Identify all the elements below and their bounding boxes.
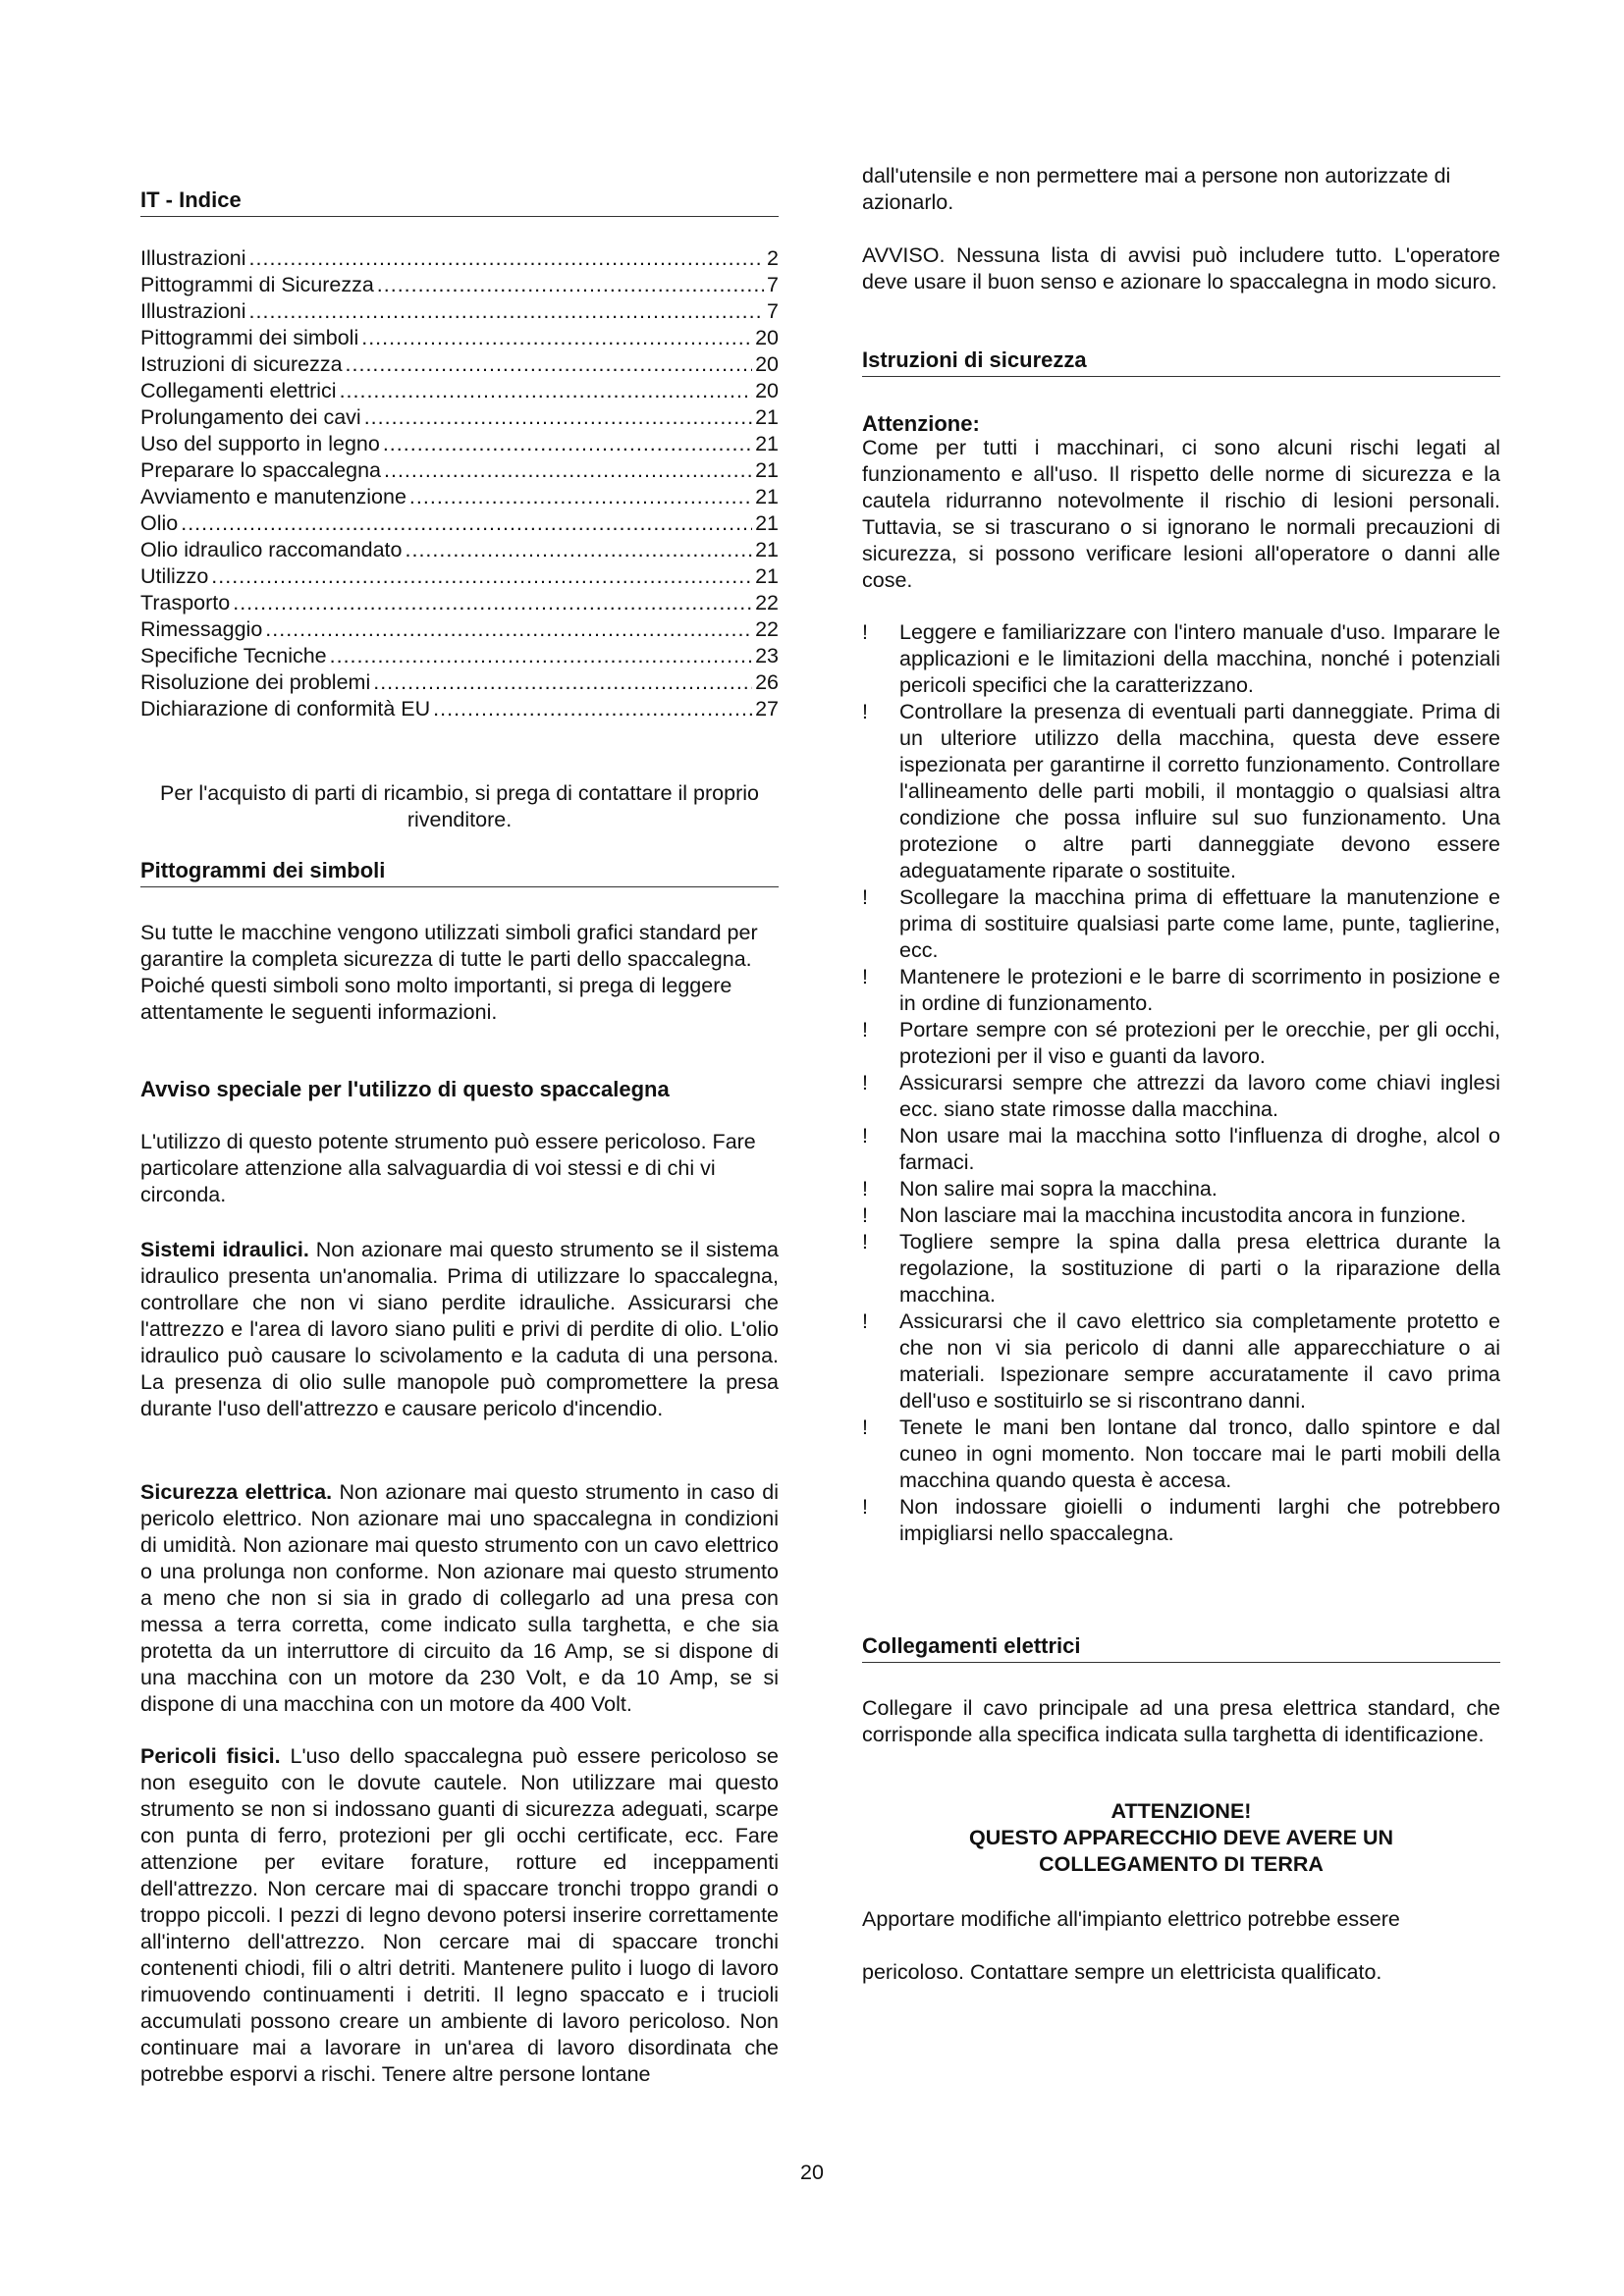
safety-bullet-text: Portare sempre con sé protezioni per le orecchie, per gli occhi, protezioni per il viso e guanti da lavoro. [899,1018,1500,1068]
ground-warning-line: COLLEGAMENTO DI TERRA [1039,1852,1324,1876]
toc-label: Olio [140,511,179,535]
modify-warning-line: pericoloso. Contattare sempre un elettricista qualificato. [862,1960,1382,1984]
toc-page: 21 [755,538,779,561]
safety-bullet-text: Controllare la presenza di eventuali parti danneggiate. Prima di un ulteriore utilizzo della macchina, questa deve essere ispezionata per garantirne il corretto funzionamento. Controllare l'allineamento delle parti mobili, il montaggio o qualsiasi altra condizione che possa influire sul suo funzionamento. Una protezione o altre parti danneggiate devono essere adeguatamente riparate o sostituite. [899,700,1500,882]
toc-page: 20 [755,326,779,349]
safety-bullet-text: Leggere e familiarizzare con l'intero manuale d'uso. Imparare le applicazioni e le limitazioni della macchina, nonché i potenziali pericoli specifici che la caratterizzano. [899,620,1500,697]
safety-bullet [862,1070,1500,1123]
spare-parts-note: Per l'acquisto di parti di ricambio, si prega di contattare il proprio rivenditore. [160,781,759,831]
exclamation-icon: ! [862,1018,868,1041]
safety-bullet-text: Non salire mai sopra la macchina. [899,1177,1218,1201]
safety-heading: Istruzioni di sicurezza [862,347,1500,377]
special-notice-paragraph: L'utilizzo di questo potente strumento può essere pericoloso. Fare particolare attenzione alla salvaguardia di voi stessi e di chi vi circonda. [140,1130,756,1206]
connections-paragraph: Collegare il cavo principale ad una presa elettrica standard, che corrisponde alla specifica indicata sulla targhetta di identificazione. [862,1696,1500,1746]
safety-bullet [862,1229,1500,1308]
exclamation-icon: ! [862,620,868,644]
ground-warning-line: QUESTO APPARECCHIO DEVE AVERE UN [968,1826,1394,1849]
toc-label: Rimessaggio [140,617,263,641]
toc-label: Risoluzione dei problemi [140,670,371,694]
physical-paragraph [140,1743,779,2088]
safety-bullet [862,1176,1500,1202]
attention-paragraph: Come per tutti i macchinari, ci sono alcuni rischi legati al funzionamento e all'uso. Il rispetto delle norme di sicurezza e la cautela ridurranno notevolmente il rischio di lesioni personali. Tuttavia, se si trascurano o si ignorano le normali precauzioni di sicurezza, si possono verificare lesioni all'operatore o danni alle cose. [862,436,1500,592]
safety-bullet [862,619,1500,699]
toc-entry[interactable] [140,325,779,351]
toc-leader [346,351,753,378]
toc-leader [383,431,752,457]
toc-leader [373,669,752,696]
toc-page: 7 [767,299,779,323]
toc-entry[interactable] [140,351,779,378]
toc-leader [361,325,752,351]
toc-leader [406,537,753,563]
toc-entry[interactable] [140,669,779,696]
attention-title: Attenzione: [862,411,980,436]
exclamation-icon: ! [862,1309,868,1333]
toc-page: 7 [767,273,779,296]
toc-page: 21 [755,432,779,455]
toc-leader [211,563,752,590]
safety-bullet [862,1308,1500,1415]
safety-bullet [862,1017,1500,1070]
toc-leader [233,590,752,616]
safety-bullet [862,1202,1500,1229]
exclamation-icon: ! [862,885,868,909]
electric-text: Non azionare mai questo strumento in caso di pericolo elettrico. Non azionare mai uno spaccalegna in condizioni di umidità. Non azionare mai questo strumento con un cavo elettrico o una prolunga non conforme. Non azionare mai questo strumento a meno che non si sia in grado di collegarlo ad una presa con messa a terra corretta, come indicato sulla targhetta, e che sia protetta da un interruttore di circuito da 16 Amp, se si dispone di una macchina con un motore da 230 Volt, e da 10 Amp, se si dispone di una macchina con un motore da 400 Volt. [140,1480,779,1716]
page-number: 20 [800,2161,824,2184]
safety-bullet-text: Assicurarsi che il cavo elettrico sia completamente protetto e che non vi sia pericolo di danni alle apparecchiature o ai materiali. Ispezionare sempre accuratamente il cavo prima dell'uso e sostituirlo se si riscontrano danni. [899,1309,1500,1413]
exclamation-icon: ! [862,1495,868,1519]
connections-heading: Collegamenti elettrici [862,1632,1500,1663]
exclamation-icon: ! [862,700,868,723]
toc-page: 21 [755,405,779,429]
toc-entry[interactable] [140,537,779,563]
toc-label: Collegamenti elettrici [140,379,337,402]
physical-title: Pericoli fisici. [140,1744,281,1768]
table-of-contents [140,245,779,722]
toc-leader [249,298,764,325]
toc-leader [181,510,752,537]
toc-entry[interactable] [140,298,779,325]
toc-entry[interactable] [140,696,779,722]
toc-page: 22 [755,591,779,614]
exclamation-icon: ! [862,965,868,988]
toc-entry[interactable] [140,404,779,431]
exclamation-icon: ! [862,1177,868,1201]
toc-page: 20 [755,379,779,402]
safety-bullet-text: Non usare mai la macchina sotto l'influenza di droghe, alcol o farmaci. [899,1124,1500,1174]
ground-warning [862,1798,1500,1878]
toc-label: Pittogrammi dei simboli [140,326,359,349]
exclamation-icon: ! [862,1203,868,1227]
continuation-paragraph: dall'utensile e non permettere mai a persone non autorizzate di azionarlo. [862,164,1451,214]
toc-label: Illustrazioni [140,246,246,270]
safety-bullet [862,1123,1500,1176]
safety-bullet-text: Togliere sempre la spina dalla presa elettrica durante la regolazione, la sostituzione di parti o la riparazione della macchina. [899,1230,1500,1307]
toc-label: Olio idraulico raccomandato [140,538,403,561]
symbols-paragraph: Su tutte le macchine vengono utilizzati simboli grafici standard per garantire la completa sicurezza di tutte le parti dello spaccalegna. Poiché questi simboli sono molto importanti, si prega di leggere attentamente le seguenti informazioni. [140,921,758,1024]
hydraulic-paragraph [140,1237,779,1422]
toc-entry[interactable] [140,616,779,643]
toc-page: 21 [755,458,779,482]
ground-warning-line: ATTENZIONE! [1110,1799,1252,1823]
toc-entry[interactable] [140,431,779,457]
electric-title: Sicurezza elettrica. [140,1480,333,1504]
toc-label: Utilizzo [140,564,209,588]
toc-label: Prolungamento dei cavi [140,405,361,429]
safety-bullet-text: Non indossare gioielli o indumenti larghi che potrebbero impigliarsi nello spaccalegna. [899,1495,1500,1545]
safety-bullet [862,964,1500,1017]
toc-entry[interactable] [140,378,779,404]
symbols-heading: Pittogrammi dei simboli [140,857,779,887]
toc-page: 21 [755,485,779,508]
physical-text: L'uso dello spaccalegna può essere pericoloso se non eseguito con le dovute cautele. Non utilizzare mai questo strumento se non si indossano guanti di sicurezza adeguati, scarpe con punta di ferro, protezioni per gli occhi certificate, ecc. Fare attenzione per evitare forature, rotture ed inceppamenti dell'attrezzo. Non cercare mai di spaccare tronchi troppo grandi o troppo piccoli. I pezzi di legno devono potersi inserire correttamente all'interno dell'attrezzo. Non cercare mai di spaccare tronchi contenenti chiodi, fili o altri detriti. Mantenere pulito i luogo di lavoro rimuovendo continuamenti i detriti. Il legno spaccato e i trucioli accumulati possono creare un ambiente di lavoro pericoloso. Non continuare mai a lavorare in un'area di lavoro disordinata che potrebbe esporvi a rischi. Tenere altre persone lontane [140,1744,779,2086]
exclamation-icon: ! [862,1124,868,1148]
toc-leader [330,643,752,669]
toc-leader [377,272,764,298]
toc-entry[interactable] [140,484,779,510]
toc-page: 22 [755,617,779,641]
toc-label: Illustrazioni [140,299,246,323]
toc-page: 20 [755,352,779,376]
exclamation-icon: ! [862,1071,868,1095]
hydraulic-title: Sistemi idraulici. [140,1238,309,1261]
electric-paragraph [140,1479,779,1718]
toc-page: 27 [755,697,779,721]
exclamation-icon: ! [862,1230,868,1254]
toc-entry[interactable] [140,563,779,590]
safety-bullet [862,1494,1500,1547]
toc-leader [384,457,752,484]
toc-leader [340,378,753,404]
toc-page: 23 [755,644,779,667]
toc-entry[interactable] [140,272,779,298]
toc-page: 21 [755,511,779,535]
hydraulic-text: Non azionare mai questo strumento se il sistema idraulico presenta un'anomalia. Prima di utilizzare lo spaccalegna, controllare che non vi siano perdite idrauliche. Assicurarsi che l'attrezzo e l'area di lavoro siano puliti e privi di perdite di olio. L'olio idraulico può causare lo scivolamento e la caduta di una persona. La presenza di olio sulle manopole può compromettere la presa durante l'uso dell'attrezzo e causare pericolo d'incendio. [140,1238,779,1420]
toc-leader [409,484,752,510]
toc-entry[interactable] [140,590,779,616]
safety-bullet-text: Scollegare la macchina prima di effettuare la manutenzione e prima di sostituire qualsiasi parte come lame, punte, taglierine, ecc. [899,885,1500,962]
index-heading: IT - Indice [140,187,779,217]
safety-bullet-list [862,619,1500,1547]
toc-label: Preparare lo spaccalegna [140,458,382,482]
toc-leader [433,696,752,722]
toc-entry[interactable] [140,643,779,669]
toc-entry[interactable] [140,245,779,272]
toc-page: 21 [755,564,779,588]
toc-leader [364,404,752,431]
modify-warning-line: Apportare modifiche all'impianto elettrico potrebbe essere [862,1907,1400,1931]
toc-page: 2 [767,246,779,270]
safety-bullet [862,699,1500,884]
toc-label: Dichiarazione di conformità EU [140,697,431,721]
toc-leader [265,616,752,643]
exclamation-icon: ! [862,1415,868,1439]
toc-entry[interactable] [140,510,779,537]
toc-label: Avviamento e manutenzione [140,485,406,508]
safety-bullet [862,1415,1500,1494]
toc-label: Uso del supporto in legno [140,432,380,455]
toc-label: Specifiche Tecniche [140,644,327,667]
toc-entry[interactable] [140,457,779,484]
toc-label: Trasporto [140,591,231,614]
safety-bullet [862,884,1500,964]
toc-label: Istruzioni di sicurezza [140,352,343,376]
safety-bullet-text: Tenete le mani ben lontane dal tronco, dallo spintore e dal cuneo in ogni momento. Non toccare mai le parti mobili della macchina quando questa è accesa. [899,1415,1500,1492]
safety-bullet-text: Mantenere le protezioni e le barre di scorrimento in posizione e in ordine di funzionamento. [899,965,1500,1015]
toc-leader [249,245,764,272]
avviso-paragraph: AVVISO. Nessuna lista di avvisi può includere tutto. L'operatore deve usare il buon senso e azionare lo spaccalegna in modo sicuro. [862,243,1500,294]
special-notice-heading: Avviso speciale per l'utilizzo di questo spaccalegna [140,1077,670,1101]
toc-label: Pittogrammi di Sicurezza [140,273,374,296]
safety-bullet-text: Assicurarsi sempre che attrezzi da lavoro come chiavi inglesi ecc. siano state rimosse dalla macchina. [899,1071,1500,1121]
toc-page: 26 [755,670,779,694]
safety-bullet-text: Non lasciare mai la macchina incustodita ancora in funzione. [899,1203,1467,1227]
